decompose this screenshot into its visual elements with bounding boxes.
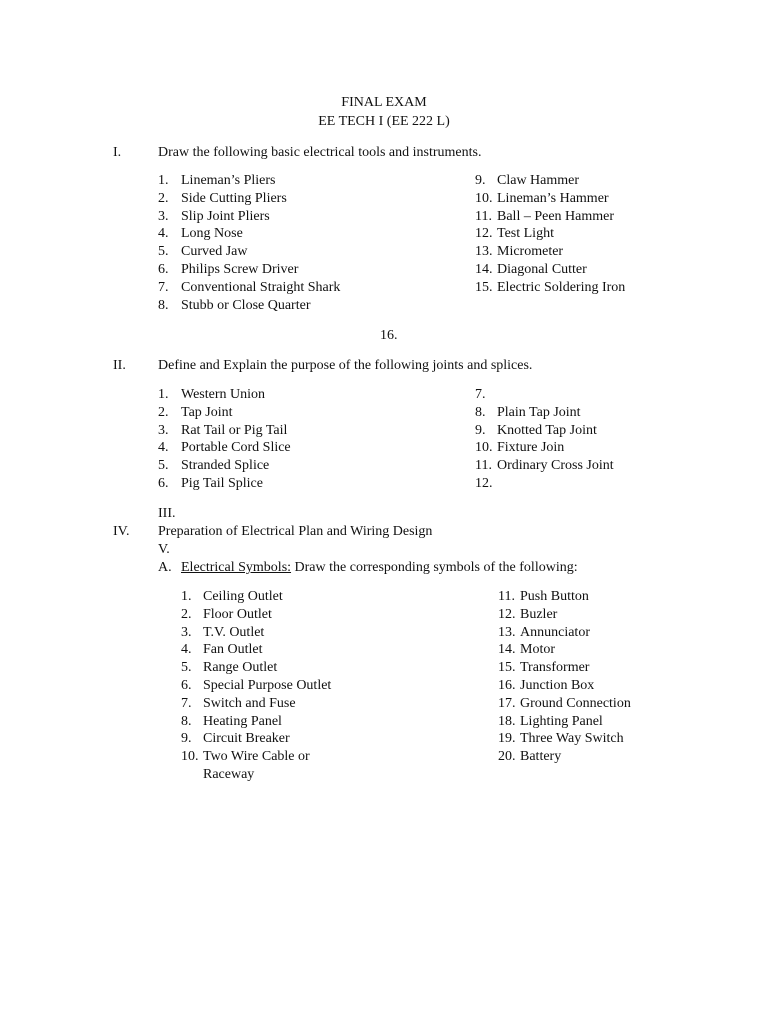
item-number: 3. — [158, 422, 169, 438]
item-text: Fixture Join — [497, 440, 565, 456]
item-number: 4. — [181, 642, 192, 658]
item-number: 10. — [475, 440, 493, 456]
item-number: 13. — [498, 624, 516, 640]
list-item — [475, 208, 625, 226]
item-number: 9. — [181, 731, 192, 747]
item-number: 2. — [158, 404, 169, 420]
item-number: 11. — [475, 458, 492, 474]
list-item — [498, 730, 631, 748]
list-item — [158, 422, 291, 440]
list-item — [475, 439, 614, 457]
item-number: 3. — [181, 624, 192, 640]
item-number: 12. — [498, 606, 516, 622]
item-text: Diagonal Cutter — [497, 261, 587, 277]
list-item — [158, 243, 340, 261]
list-item — [498, 588, 631, 606]
item-number: 17. — [498, 695, 516, 711]
item-text: Western Union — [181, 387, 266, 402]
exam-title: FINAL EXAM — [341, 95, 427, 110]
item-number: 14. — [475, 261, 493, 277]
list-item — [498, 641, 631, 659]
item-text: Curved Jaw — [181, 244, 248, 260]
item-number: 1. — [158, 387, 169, 402]
list-item-continuation — [181, 766, 331, 784]
item-number: 11. — [475, 208, 492, 224]
list-item — [181, 641, 331, 659]
item-number: 7. — [181, 695, 192, 711]
item-text: Two Wire Cable or — [203, 749, 310, 765]
item-text: Test Light — [497, 226, 554, 242]
list-item — [498, 748, 631, 766]
item-text: Electric Soldering Iron — [497, 279, 626, 295]
item-number: 5. — [181, 660, 192, 676]
item-text: Ground Connection — [520, 695, 631, 711]
list-item — [181, 695, 331, 713]
section-2-instruction: Define and Explain the purpose of the following joints and splices. — [158, 358, 533, 373]
item-text: Philips Screw Driver — [181, 261, 299, 277]
list-item — [158, 439, 291, 457]
item-text: Annunciator — [520, 624, 590, 640]
list-item — [498, 677, 631, 695]
list-item — [498, 624, 631, 642]
item-number: 20. — [498, 749, 516, 765]
item-text: Lighting Panel — [520, 713, 603, 729]
item-text: Switch and Fuse — [203, 695, 296, 711]
item-number: 6. — [158, 261, 169, 277]
section-1-left-list — [158, 172, 340, 314]
list-item — [158, 386, 291, 404]
list-item — [475, 225, 625, 243]
item-text: Circuit Breaker — [203, 731, 290, 747]
item-number: 5. — [158, 244, 169, 260]
section-1-right-list — [475, 172, 625, 297]
item-number: 18. — [498, 713, 516, 729]
item-text: Floor Outlet — [203, 606, 272, 622]
item-number: 10. — [475, 190, 493, 206]
list-item — [498, 713, 631, 731]
list-item — [475, 404, 614, 422]
list-item — [158, 190, 340, 208]
item-text: Push Button — [520, 589, 589, 604]
list-item — [475, 475, 614, 493]
item-text: Plain Tap Joint — [497, 404, 581, 420]
item-text: Ceiling Outlet — [203, 589, 283, 604]
section-1-trailing-number: 16. — [380, 328, 398, 343]
list-item — [475, 457, 614, 475]
item-text: Conventional Straight Shark — [181, 279, 341, 295]
item-text: Pig Tail Splice — [181, 475, 263, 491]
list-item — [181, 730, 331, 748]
item-number: 7. — [475, 387, 486, 402]
item-text: Lineman’s Hammer — [497, 190, 609, 206]
list-item — [475, 422, 614, 440]
list-item — [475, 243, 625, 261]
item-number: 8. — [158, 297, 169, 313]
item-text: Side Cutting Pliers — [181, 190, 287, 206]
list-item — [181, 606, 331, 624]
list-item — [158, 261, 340, 279]
course-subtitle: EE TECH I (EE 222 L) — [318, 114, 450, 129]
list-item — [158, 475, 291, 493]
item-number: 15. — [475, 279, 493, 295]
item-number: 2. — [181, 606, 192, 622]
item-text: Tap Joint — [181, 404, 233, 420]
item-number: 11. — [498, 589, 515, 604]
item-text: Raceway — [203, 766, 255, 782]
item-number: 3. — [158, 208, 169, 224]
list-item — [475, 386, 614, 404]
section-1-instruction: Draw the following basic electrical tools and instruments. — [158, 145, 482, 160]
item-text: Heating Panel — [203, 713, 282, 729]
item-number: 9. — [475, 422, 486, 438]
list-item — [158, 279, 340, 297]
item-text: Slip Joint Pliers — [181, 208, 270, 224]
list-item — [158, 172, 340, 190]
list-item — [498, 606, 631, 624]
list-item — [181, 677, 331, 695]
item-number: 1. — [158, 173, 169, 188]
list-item — [158, 297, 340, 315]
item-number: 8. — [475, 404, 486, 420]
list-item — [475, 279, 625, 297]
item-text: Junction Box — [520, 677, 595, 693]
list-item — [158, 404, 291, 422]
item-text: Battery — [520, 749, 562, 765]
list-item — [181, 624, 331, 642]
item-number: 10. — [181, 749, 199, 765]
item-text: Portable Cord Slice — [181, 440, 291, 456]
section-2-numeral: II. — [113, 358, 126, 373]
item-number: 6. — [181, 677, 192, 693]
item-number: 1. — [181, 589, 192, 604]
list-item — [475, 261, 625, 279]
section-1-numeral: I. — [113, 145, 122, 160]
part-a-right-list — [498, 588, 631, 766]
item-number: 4. — [158, 440, 169, 456]
section-2-left-list — [158, 386, 291, 493]
item-number: 2. — [158, 190, 169, 206]
item-number: 7. — [158, 279, 169, 295]
item-number: 19. — [498, 731, 516, 747]
item-number: 9. — [475, 173, 486, 188]
item-text: Ball – Peen Hammer — [497, 208, 615, 224]
item-text: Range Outlet — [203, 660, 278, 676]
list-item — [158, 225, 340, 243]
item-number: 16. — [498, 677, 516, 693]
item-text: Buzler — [520, 606, 558, 622]
list-item — [181, 659, 331, 677]
part-a-letter: A. — [158, 560, 172, 575]
item-number: 13. — [475, 244, 493, 260]
item-text: Micrometer — [497, 244, 564, 260]
item-text: Fan Outlet — [203, 642, 263, 658]
item-text: T.V. Outlet — [203, 624, 265, 640]
section-3-numeral: III. — [158, 506, 176, 521]
part-a-left-list — [181, 588, 331, 784]
item-number: 8. — [181, 713, 192, 729]
list-item — [475, 172, 625, 190]
section-2-right-list — [475, 386, 614, 493]
list-item — [181, 713, 331, 731]
item-number: 15. — [498, 660, 516, 676]
item-text: Stubb or Close Quarter — [181, 297, 311, 313]
item-text: Knotted Tap Joint — [497, 422, 597, 438]
item-number: 5. — [158, 458, 169, 474]
list-item — [498, 695, 631, 713]
section-4-numeral: IV. — [113, 524, 130, 539]
item-text: Lineman’s Pliers — [181, 173, 276, 188]
item-text: Stranded Splice — [181, 458, 270, 474]
item-text: Ordinary Cross Joint — [497, 458, 614, 474]
item-number: 4. — [158, 226, 169, 242]
list-item — [158, 208, 340, 226]
item-text: Rat Tail or Pig Tail — [181, 422, 288, 438]
item-text: Claw Hammer — [497, 173, 580, 188]
list-item — [498, 659, 631, 677]
section-4-instruction: Preparation of Electrical Plan and Wiring Design — [158, 524, 433, 539]
part-a-instruction: Draw the corresponding symbols of the following: — [291, 560, 578, 575]
part-a-heading-line — [158, 559, 578, 577]
section-5-numeral: V. — [158, 542, 170, 557]
item-text: Long Nose — [181, 226, 243, 242]
item-text: Transformer — [520, 660, 590, 676]
item-text: Three Way Switch — [520, 731, 624, 747]
item-number: 12. — [475, 226, 493, 242]
part-a-heading: Electrical Symbols: — [181, 560, 292, 575]
item-text: Special Purpose Outlet — [203, 677, 332, 693]
item-number: 14. — [498, 642, 516, 658]
list-item — [181, 588, 331, 606]
list-item — [475, 190, 625, 208]
list-item — [158, 457, 291, 475]
item-number: 6. — [158, 475, 169, 491]
list-item — [181, 748, 331, 766]
item-number: 12. — [475, 475, 493, 491]
item-text: Motor — [520, 642, 555, 658]
